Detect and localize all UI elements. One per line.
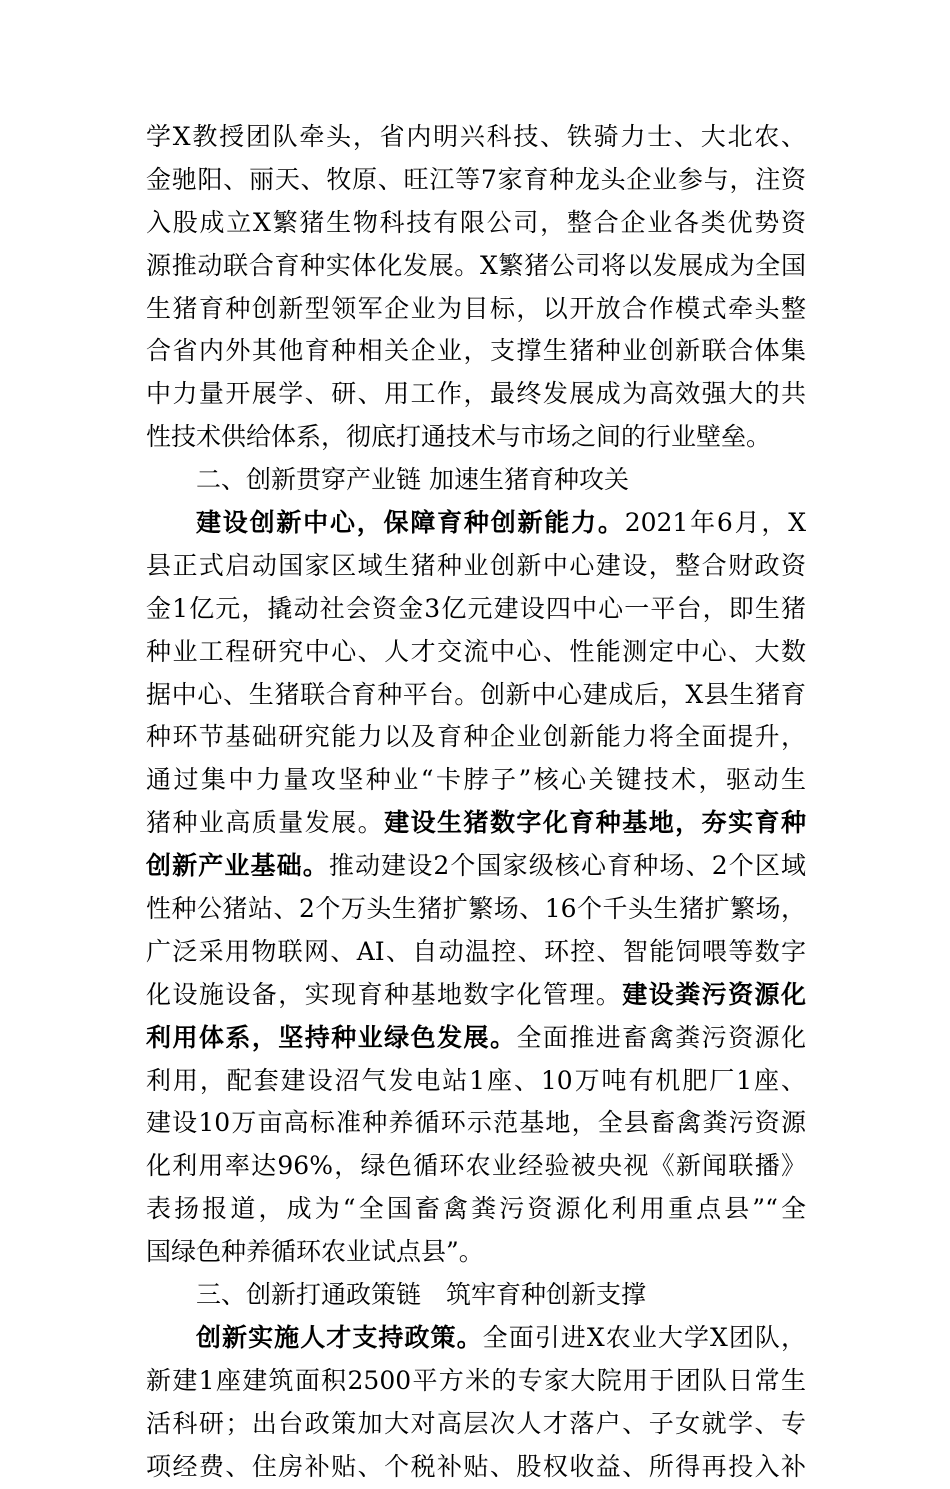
line-text: 通过集中力量攻坚种业“卡脖子”核心关键技术，驱动生	[146, 765, 806, 795]
line-text: 县正式启动国家区域生猪种业创新中心建设，整合财政资	[146, 550, 806, 580]
line-text: 性种公猪站、2个万头生猪扩繁场、16个千头生猪扩繁场，	[146, 894, 806, 924]
bold-lead-phrase: 利用体系，坚持种业绿色发展。	[146, 1022, 517, 1052]
text-line	[146, 1188, 806, 1231]
line-text: 种环节基础研究能力以及育种企业创新能力将全面提升，	[146, 722, 806, 752]
line-text: 性技术供给体系，彻底打通技术与市场之间的行业壁垒。	[146, 422, 772, 452]
line-text: 全面推进畜禽粪污资源化	[516, 1022, 806, 1052]
text-line	[146, 545, 806, 588]
text-line	[146, 759, 806, 802]
bold-lead-phrase: 创新实施人才支持政策。	[196, 1322, 483, 1352]
text-line	[146, 1360, 806, 1403]
line-text: 项经费、住房补贴、个税补贴、股权收益、所得再投入补	[146, 1451, 806, 1481]
text-line	[146, 1145, 806, 1188]
text-line	[146, 1317, 806, 1360]
text-line	[146, 845, 806, 888]
line-text: 合省内外其他育种相关企业，支撑生猪种业创新联合体集	[146, 336, 806, 366]
line-text: 化利用率达96%，绿色循环农业经验被央视《新闻联播》	[146, 1151, 806, 1181]
text-line	[146, 245, 806, 288]
line-text: 入股成立X繁猪生物科技有限公司，整合企业各类优势资	[146, 207, 806, 237]
line-text: 国绿色种养循环农业试点县”。	[146, 1237, 484, 1267]
text-line	[146, 502, 806, 545]
text-line	[146, 202, 806, 245]
line-text: 活科研；出台政策加大对高层次人才落户、子女就学、专	[146, 1408, 806, 1438]
text-line	[146, 974, 806, 1017]
line-text: 源推动联合育种实体化发展。X繁猪公司将以发展成为全国	[146, 250, 806, 280]
text-line	[146, 373, 806, 416]
line-text: 全面引进X农业大学X团队，	[482, 1322, 806, 1352]
document-body	[146, 116, 806, 1489]
text-line	[146, 1231, 806, 1274]
line-text: 种业工程研究中心、人才交流中心、性能测定中心、大数	[146, 636, 806, 666]
line-text: 化设施设备，实现育种基地数字化管理。	[146, 979, 623, 1009]
line-text: 建设10万亩高标准种养循环示范基地，全县畜禽粪污资源	[146, 1108, 806, 1138]
text-line	[146, 330, 806, 373]
text-line	[146, 416, 806, 459]
line-text: 表扬报道，成为“全国畜禽粪污资源化利用重点县”“全	[146, 1194, 806, 1224]
line-text: 猪种业高质量发展。	[146, 808, 385, 838]
bold-lead-phrase: 建设生猪数字化育种基地，夯实育种	[384, 808, 806, 838]
text-line	[146, 931, 806, 974]
line-text: 利用，配套建设沼气发电站1座、10万吨有机肥厂1座、	[146, 1065, 806, 1095]
text-line	[146, 716, 806, 759]
text-line	[146, 1060, 806, 1103]
line-text: 生猪育种创新型领军企业为目标，以开放合作模式牵头整	[146, 293, 806, 323]
text-line	[146, 802, 806, 845]
text-line	[146, 1102, 806, 1145]
line-text: 学X教授团队牵头，省内明兴科技、铁骑力士、大北农、	[146, 122, 806, 151]
text-line	[146, 116, 806, 159]
line-text: 广泛采用物联网、AI、自动温控、环控、智能饲喂等数字	[146, 936, 806, 966]
section-heading	[146, 459, 806, 502]
bold-lead-phrase: 创新产业基础。	[146, 851, 329, 881]
text-line	[146, 288, 806, 331]
text-line	[146, 674, 806, 717]
line-text: 推动建设2个国家级核心育种场、2个区域	[328, 851, 806, 881]
text-line	[146, 888, 806, 931]
section-heading	[146, 1274, 806, 1317]
text-line	[146, 588, 806, 631]
line-text: 新建1座建筑面积2500平方米的专家大院用于团队日常生	[146, 1365, 806, 1395]
line-text: 2021年6月，X	[624, 508, 806, 538]
text-line	[146, 1403, 806, 1446]
text-line	[146, 159, 806, 202]
line-text: 金1亿元，撬动社会资金3亿元建设四中心一平台，即生猪	[146, 593, 806, 623]
line-text: 二、创新贯穿产业链 加速生猪育种攻关	[196, 465, 629, 495]
text-line	[146, 1017, 806, 1060]
text-line	[146, 631, 806, 674]
line-text: 金驰阳、丽天、牧原、旺江等7家育种龙头企业参与，注资	[146, 164, 806, 194]
line-text: 据中心、生猪联合育种平台。创新中心建成后，X县生猪育	[146, 679, 806, 709]
bold-lead-phrase: 建设粪污资源化	[622, 979, 806, 1009]
line-text: 中力量开展学、研、用工作，最终发展成为高效强大的共	[146, 379, 806, 409]
text-line	[146, 1446, 806, 1489]
bold-lead-phrase: 建设创新中心，保障育种创新能力。	[196, 508, 625, 538]
line-text: 三、创新打通政策链 筑牢育种创新支撑	[196, 1280, 647, 1310]
